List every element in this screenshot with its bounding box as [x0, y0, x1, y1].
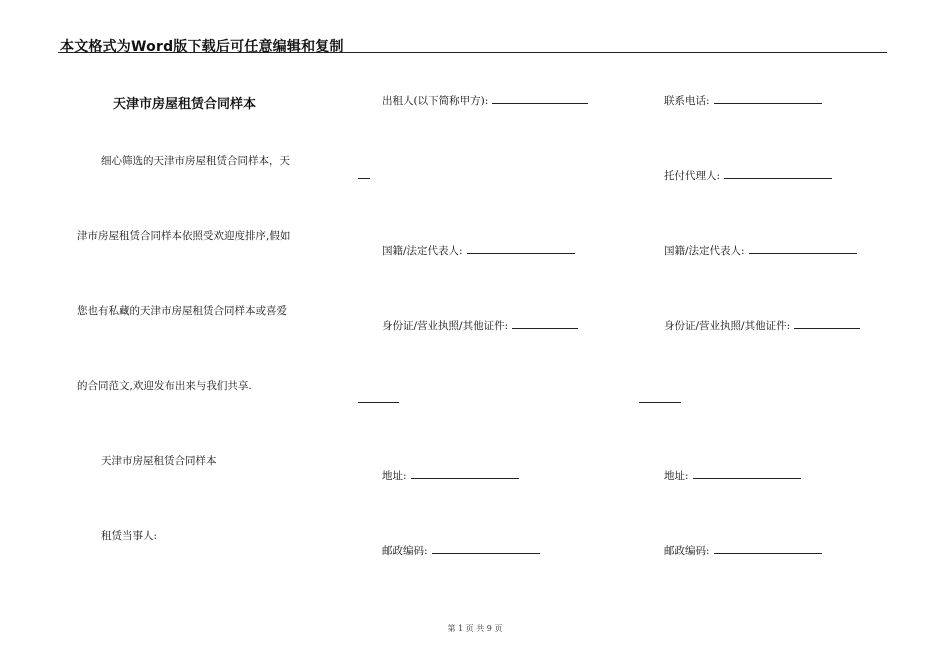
- middle-address-blank: [411, 468, 519, 479]
- page-header: 本文格式为Word版下载后可任意编辑和复制: [60, 39, 344, 55]
- intro-line-4: 的合同范文,欢迎发布出来与我们共享.: [77, 380, 252, 392]
- middle-address-field: [382, 468, 519, 483]
- middle-postcode-label: 邮政编码:: [382, 545, 428, 557]
- right-nationality-field: [664, 243, 857, 258]
- contract-subtitle: 天津市房屋租赁合同样本: [101, 455, 217, 467]
- right-postcode-blank: [714, 543, 822, 554]
- agent-blank: [724, 168, 832, 179]
- agent-label: 托付代理人:: [664, 170, 721, 182]
- middle-continuation-line-2: [358, 402, 399, 403]
- phone-field: [664, 93, 822, 108]
- right-continuation-line: [639, 402, 681, 403]
- middle-nationality-blank: [467, 243, 575, 254]
- intro-line-2: 津市房屋租赁合同样本依照受欢迎度排序,假如: [77, 230, 291, 242]
- doc-title: 天津市房屋租赁合同样本: [113, 97, 257, 112]
- phone-label: 联系电话:: [664, 95, 710, 107]
- right-postcode-field: [664, 543, 822, 558]
- right-id-field: [664, 318, 860, 333]
- right-nationality-label: 国籍/法定代表人:: [664, 245, 745, 257]
- middle-nationality-label: 国籍/法定代表人:: [382, 245, 463, 257]
- middle-address-label: 地址:: [382, 470, 407, 482]
- right-address-field: [664, 468, 801, 483]
- page-footer: 第 1 页 共 9 页: [447, 624, 503, 633]
- parties-label: 租赁当事人:: [101, 530, 158, 542]
- lessor-blank: [492, 93, 588, 104]
- middle-nationality-field: [382, 243, 575, 258]
- middle-id-field: [382, 318, 578, 333]
- right-id-label: 身份证/营业执照/其他证件:: [664, 320, 791, 332]
- agent-field: [664, 168, 832, 183]
- right-id-blank: [794, 318, 860, 329]
- right-address-blank: [693, 468, 801, 479]
- middle-postcode-field: [382, 543, 540, 558]
- phone-blank: [714, 93, 822, 104]
- right-postcode-label: 邮政编码:: [664, 545, 710, 557]
- lessor-label: 出租人(以下简称甲方):: [382, 95, 489, 107]
- middle-continuation-line-1: [358, 178, 370, 179]
- intro-line-1: 细心筛选的天津市房屋租赁合同样本，天: [101, 155, 290, 167]
- right-nationality-blank: [749, 243, 857, 254]
- lessor-field: [382, 93, 588, 108]
- header-rule: [58, 52, 887, 53]
- middle-id-blank: [512, 318, 578, 329]
- intro-line-3: 您也有私藏的天津市房屋租赁合同样本或喜爱: [77, 305, 287, 317]
- middle-postcode-blank: [432, 543, 540, 554]
- middle-id-label: 身份证/营业执照/其他证件:: [382, 320, 509, 332]
- right-address-label: 地址:: [664, 470, 689, 482]
